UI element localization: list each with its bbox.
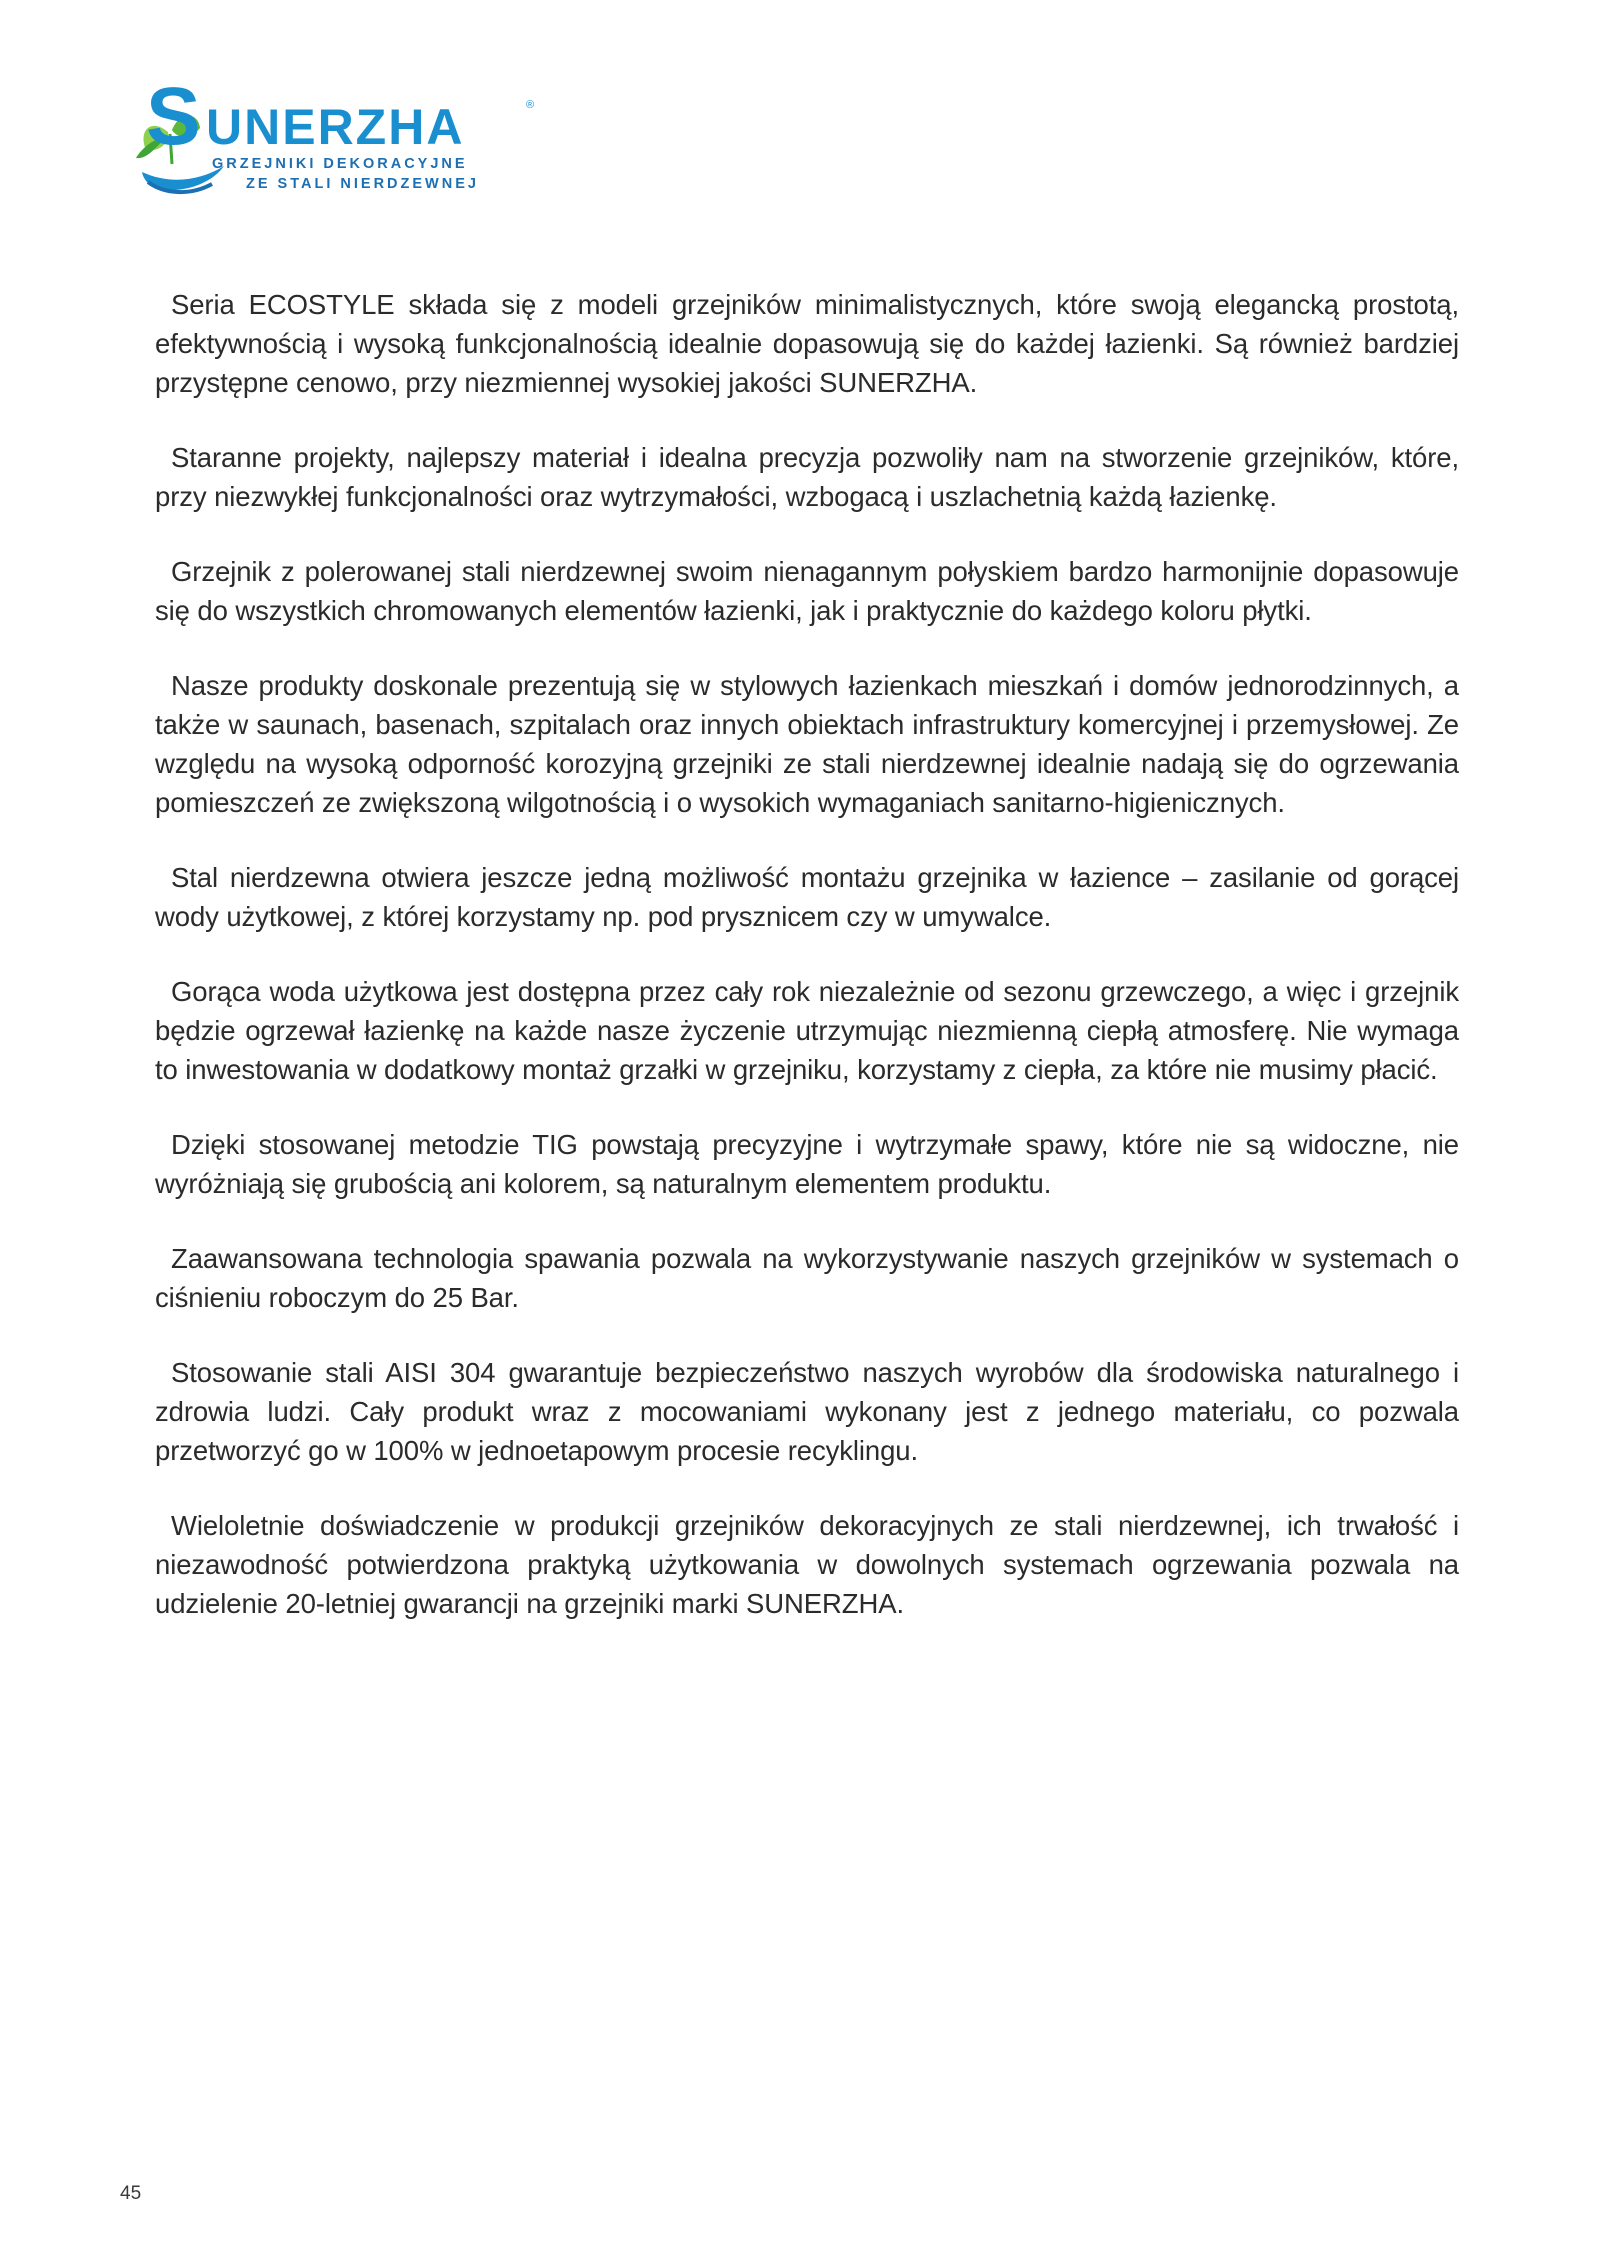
registered-mark: ® [526,99,535,111]
paragraph: Zaawansowana technologia spawania pozwala na wykorzystywanie naszych grzejników w systemach o ciśnieniu roboczym do 25 Bar. [155,1243,1459,1313]
body-text [155,285,1459,1659]
paragraph: Wieloletnie doświadczenie w produkcji grzejników dekoracyjnych ze stali nierdzewnej, ich trwałość i niezawodność potwierdzona praktyką użytkowania w dowolnych systemach ogrzewania pozwala na udzielenie 20-letniej gwarancji na grzejniki marki SUNERZHA. [155,1510,1459,1619]
paragraph: Staranne projekty, najlepszy materiał i idealna precyzja pozwoliły nam na stworzenie grzejników, które, przy niezwykłej funkcjonalności oraz wytrzymałości, wzbogacą i uszlachetnią każdą łazienkę. [155,442,1459,512]
paragraph: Stosowanie stali AISI 304 gwarantuje bezpieczeństwo naszych wyrobów dla środowiska naturalnego i zdrowia ludzi. Cały produkt wraz z mocowaniami wykonany jest z jednego materiału, co pozwala przetworzyć go w 100% w jednoetapowym procesie recyklingu. [155,1357,1459,1466]
logo-tagline-line1: GRZEJNIKI DEKORACYJNE [212,156,468,172]
sunerzha-logo [128,72,548,202]
paragraph: Nasze produkty doskonale prezentują się w stylowych łazienkach mieszkań i domów jednorodzinnych, a także w saunach, basenach, szpitalach oraz innych obiektach infrastruktury komercyjnej i przemysłowej. Ze względu na wysoką odporność korozyjną grzejniki ze stali nierdzewnej idealnie nadają się do ogrzewania pomieszczeń ze zwiększoną wilgotnością i o wysokich wymaganiach sanitarno-higienicznych. [155,670,1459,818]
paragraph: Gorąca woda użytkowa jest dostępna przez cały rok niezależnie od sezonu grzewczego, a więc i grzejnik będzie ogrzewał łazienkę na każde nasze życzenie utrzymując niezmienną ciepłą atmosferę. Nie wymaga to inwestowania w dodatkowy montaż grzałki w grzejniku, korzystamy z ciepła, za które nie musimy płacić. [155,976,1459,1085]
page-number: 45 [120,2183,142,2204]
paragraph: Stal nierdzewna otwiera jeszcze jedną możliwość montażu grzejnika w łazience – zasilanie od gorącej wody użytkowej, z której korzystamy np. pod prysznicem czy w umywalce. [155,862,1459,932]
logo-wordmark: UNERZHA [206,99,465,155]
logo-tagline-line2: ZE STALI NIERDZEWNEJ [246,176,479,192]
sunerzha-logo-graphic [128,72,548,202]
logo-letter-s: S [146,72,201,162]
paragraph: Seria ECOSTYLE składa się z modeli grzejników minimalistycznych, które swoją elegancką prostotą, efektywnością i wysoką funkcjonalnością idealnie dopasowują się do każdej łazienki. Są również bardziej przystępne cenowo, przy niezmiennej wysokiej jakości SUNERZHA. [155,289,1459,398]
paragraph: Grzejnik z polerowanej stali nierdzewnej swoim nienagannym połyskiem bardzo harmonijnie dopasowuje się do wszystkich chromowanych elementów łazienki, jak i praktycznie do każdego koloru płytki. [155,556,1459,626]
paragraph: Dzięki stosowanej metodzie TIG powstają precyzyjne i wytrzymałe spawy, które nie są widoczne, nie wyróżniają się grubością ani kolorem, są naturalnym elementem produktu. [155,1129,1459,1199]
